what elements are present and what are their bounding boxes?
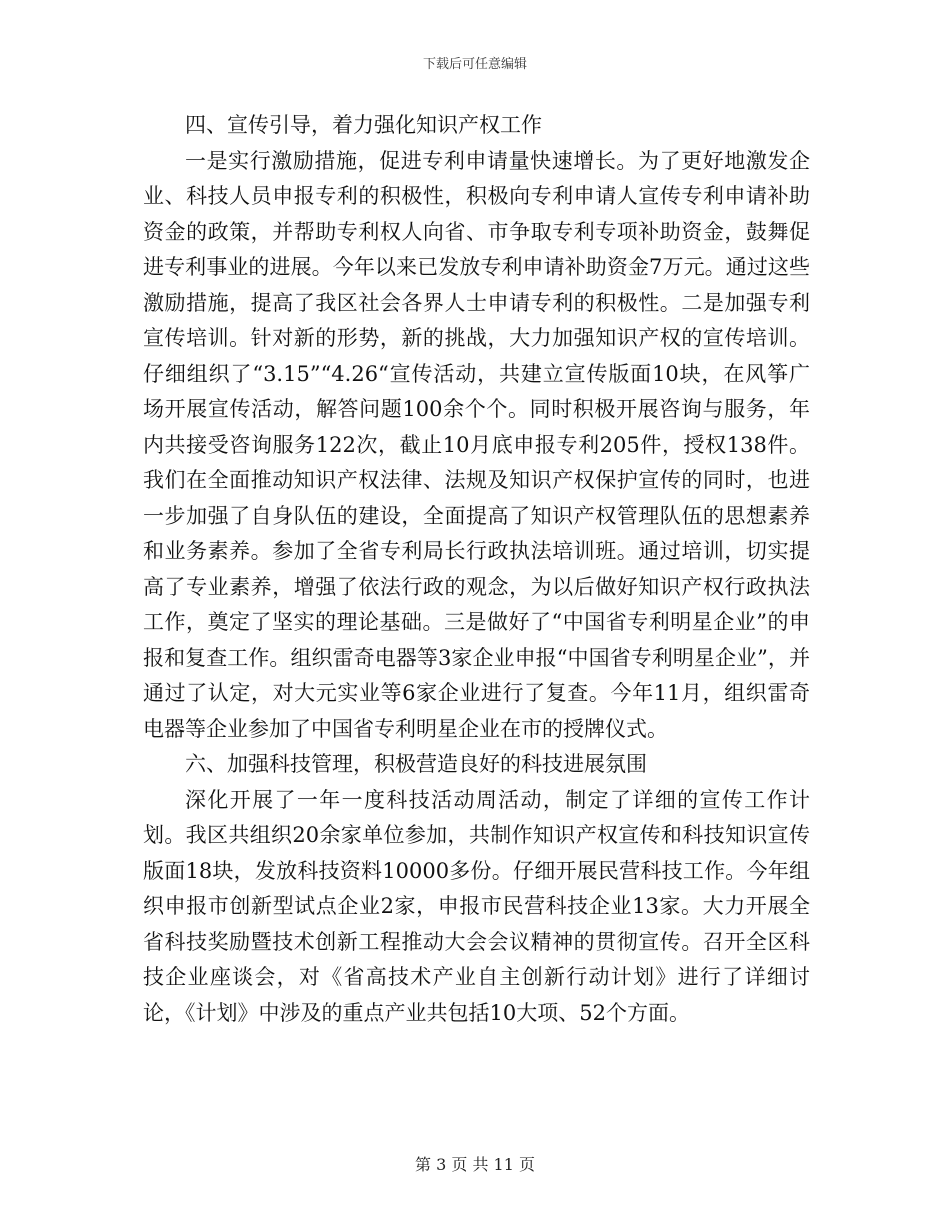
body-paragraph-1: 一是实行激励措施，促进专利申请量快速增长。为了更好地激发企业、科技人员申报专利的积极性，积极向专利申请人宣传专利申请补助资金的政策，并帮助专利权人向省、市争取专利专项补助资金，鼓舞促进专利事业的进展。今年以来已发放专利申请补助资金7万元。通过这些激励措施，提高了我区社会各界人士申请专利的积极性。二是加强专利宣传培训。针对新的形势，新的挑战，大力加强知识产权的宣传培训。仔细组织了“3.15”“4.26“宣传活动，共建立宣传版面10块，在风筝广场开展宣传活动，解答问题100余个个。同时积极开展咨询与服务，年内共接受咨询服务122次，截止10月底申报专利205件，授权138件。我们在全面推动知识产权法律、法规及知识产权保护宣传的同时，也进一步加强了自身队伍的建设，全面提高了知识产权管理队伍的思想素养和业务素养。参加了全省专利局长行政执法培训班。通过培训，切实提高了专业素养，增强了依法行政的观念，为以后做好知识产权行政执法工作，奠定了坚实的理论基础。三是做好了“中国省专利明星企业”的申报和复查工作。组织雷奇电器等3家企业申报“中国省专利明星企业”，并通过了认定，对大元实业等6家企业进行了复查。今年11月，组织雷奇电器等企业参加了中国省专利明星企业在市的授牌仪式。 <box>143 148 810 741</box>
page-number: 第 3 页 共 11 页 <box>415 1155 535 1174</box>
section-heading-6: 六、加强科技管理，积极营造良好的科技进展氛围 <box>185 752 647 776</box>
document-body <box>143 108 810 1031</box>
section-heading-4: 四、宣传引导，着力强化知识产权工作 <box>185 113 542 137</box>
body-paragraph-2: 深化开展了一年一度科技活动周活动，制定了详细的宣传工作计划。我区共组织20余家单位参加，共制作知识产权宣传和科技知识宣传版面18块，发放科技资料10000多份。仔细开展民营科技工作。今年组织申报市创新型试点企业2家，申报市民营科技企业13家。大力开展全省科技奖励暨技术创新工程推动大会会议精神的贯彻宣传。召开全区科技企业座谈会，对《省高技术产业自主创新行动计划》进行了详细讨论，《计划》中涉及的重点产业共包括10大项、52个方面。 <box>143 787 810 1025</box>
page-header: 下载后可任意编辑 <box>422 57 527 72</box>
